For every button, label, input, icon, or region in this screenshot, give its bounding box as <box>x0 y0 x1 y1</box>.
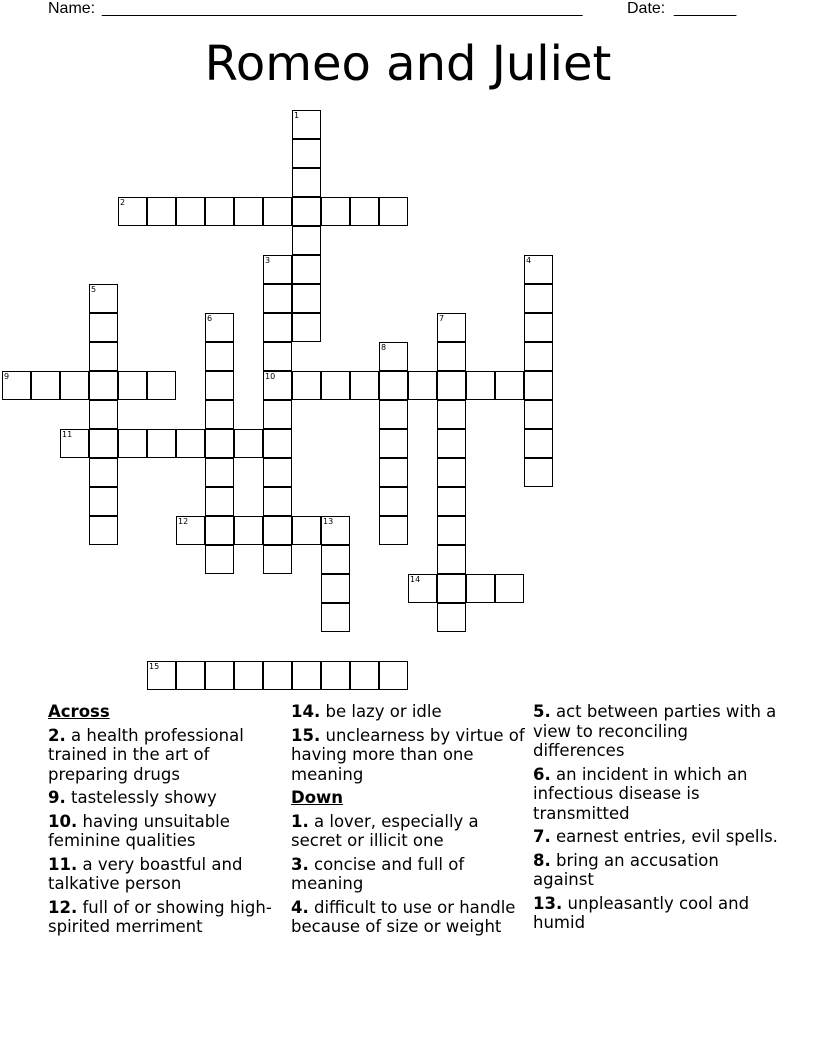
grid-cell[interactable] <box>263 342 292 371</box>
grid-cell[interactable] <box>118 197 147 226</box>
grid-cell[interactable] <box>466 574 495 603</box>
grid-cell[interactable] <box>495 574 524 603</box>
grid-cell[interactable] <box>379 458 408 487</box>
grid-cell[interactable] <box>408 371 437 400</box>
cell-number: 6 <box>207 314 213 323</box>
clue-text: full of or showing high-spirited merriment <box>48 897 272 936</box>
grid-cell[interactable] <box>263 458 292 487</box>
grid-cell[interactable] <box>524 313 553 342</box>
grid-cell[interactable] <box>205 516 234 545</box>
down-clue-7 <box>533 827 778 847</box>
across-clue-11 <box>48 855 278 894</box>
across-clue-2 <box>48 726 278 785</box>
clue-number: 15. <box>291 725 321 745</box>
grid-cell[interactable] <box>379 197 408 226</box>
grid-cell[interactable] <box>89 429 118 458</box>
grid-cell[interactable] <box>495 371 524 400</box>
grid-cell[interactable] <box>379 371 408 400</box>
grid-cell[interactable] <box>292 139 321 168</box>
clue-number: 8. <box>533 850 551 870</box>
clue-text: unpleasantly cool and humid <box>533 893 750 932</box>
clue-number: 1. <box>291 811 309 831</box>
across-heading: Across <box>48 702 110 721</box>
cell-number: 11 <box>62 430 73 439</box>
grid-cell[interactable] <box>263 429 292 458</box>
across-clue-15 <box>291 726 526 785</box>
grid-cell[interactable] <box>321 603 350 632</box>
grid-cell[interactable] <box>379 516 408 545</box>
puzzle-title: Romeo and Juliet <box>204 36 612 92</box>
down-clue-6 <box>533 765 778 824</box>
cell-number: 9 <box>4 372 10 381</box>
grid-cell[interactable] <box>263 255 292 284</box>
clue-text: unclearness by virtue of having more than one meaning <box>291 725 525 784</box>
grid-cell[interactable] <box>379 487 408 516</box>
grid-cell[interactable] <box>89 458 118 487</box>
clue-text: act between parties with a view to reconciling differences <box>533 702 777 760</box>
grid-cell[interactable] <box>524 458 553 487</box>
grid-cell[interactable] <box>263 545 292 574</box>
clue-text: a health professional trained in the art of preparing drugs <box>48 725 244 784</box>
grid-cell[interactable] <box>60 371 89 400</box>
grid-cell[interactable] <box>147 197 176 226</box>
grid-cell[interactable] <box>524 371 553 400</box>
cell-number: 13 <box>323 517 334 526</box>
clue-number: 13. <box>533 893 563 913</box>
grid-cell[interactable] <box>292 226 321 255</box>
clue-number: 5. <box>533 702 551 721</box>
grid-cell[interactable] <box>437 458 466 487</box>
clue-number: 6. <box>533 764 551 784</box>
grid-cell[interactable] <box>205 458 234 487</box>
clue-text: having unsuitable feminine qualities <box>48 811 230 850</box>
clue-text: a very boastful and talkative person <box>48 854 243 893</box>
grid-cell[interactable] <box>263 313 292 342</box>
grid-cell[interactable] <box>205 197 234 226</box>
grid-cell[interactable] <box>147 661 176 690</box>
grid-cell[interactable] <box>292 110 321 139</box>
cell-number: 14 <box>410 575 421 584</box>
down-clue-1 <box>291 812 526 851</box>
grid-cell[interactable] <box>234 661 263 690</box>
grid-cell[interactable] <box>292 255 321 284</box>
grid-cell[interactable] <box>437 603 466 632</box>
grid-cell[interactable] <box>176 516 205 545</box>
clue-column-1 <box>48 702 278 941</box>
grid-cell[interactable] <box>89 371 118 400</box>
grid-cell[interactable] <box>89 313 118 342</box>
cell-number: 5 <box>91 285 97 294</box>
name-label: Name: <box>48 0 96 17</box>
grid-cell[interactable] <box>205 545 234 574</box>
clue-text: an incident in which an infectious disease is transmitted <box>533 764 748 823</box>
clue-number: 9. <box>48 788 66 807</box>
grid-cell[interactable] <box>350 371 379 400</box>
grid-cell[interactable] <box>321 574 350 603</box>
clue-number: 3. <box>291 854 309 874</box>
clue-column-3 <box>533 702 778 937</box>
grid-cell[interactable] <box>292 313 321 342</box>
grid-cell[interactable] <box>437 342 466 371</box>
clue-text: be lazy or idle <box>325 702 442 721</box>
clue-number: 11. <box>48 854 78 874</box>
grid-cell[interactable] <box>292 516 321 545</box>
grid-cell[interactable] <box>379 342 408 371</box>
grid-cell[interactable] <box>263 284 292 313</box>
grid-cell[interactable] <box>292 197 321 226</box>
grid-cell[interactable] <box>263 197 292 226</box>
clue-text: earnest entries, evil spells. <box>556 827 778 846</box>
across-clue-10 <box>48 812 278 851</box>
grid-cell[interactable] <box>321 371 350 400</box>
grid-cell[interactable] <box>321 545 350 574</box>
grid-cell[interactable] <box>524 342 553 371</box>
grid-cell[interactable] <box>89 342 118 371</box>
cell-number: 12 <box>178 517 189 526</box>
grid-cell[interactable] <box>437 371 466 400</box>
grid-cell[interactable] <box>292 284 321 313</box>
down-clue-4 <box>291 898 526 937</box>
clue-text: a lover, especially a secret or illicit one <box>291 811 479 850</box>
down-clue-5 <box>533 702 778 761</box>
across-clue-12 <box>48 898 278 937</box>
across-clue-14 <box>291 702 526 722</box>
grid-cell[interactable] <box>437 429 466 458</box>
grid-cell[interactable] <box>263 487 292 516</box>
date-label: Date: <box>627 0 666 17</box>
grid-cell[interactable] <box>321 661 350 690</box>
grid-cell[interactable] <box>524 255 553 284</box>
grid-cell[interactable] <box>437 516 466 545</box>
grid-cell[interactable] <box>379 429 408 458</box>
cell-number: 3 <box>265 256 271 265</box>
clue-text: bring an accusation against <box>533 850 719 889</box>
grid-cell[interactable] <box>205 400 234 429</box>
grid-cell[interactable] <box>350 661 379 690</box>
grid-cell[interactable] <box>176 429 205 458</box>
grid-cell[interactable] <box>263 400 292 429</box>
grid-cell[interactable] <box>379 661 408 690</box>
grid-cell[interactable] <box>205 313 234 342</box>
cell-number: 8 <box>381 343 387 352</box>
clue-number: 7. <box>533 827 551 846</box>
grid-cell[interactable] <box>118 371 147 400</box>
clue-number: 2. <box>48 725 66 745</box>
grid-cell[interactable] <box>89 400 118 429</box>
grid-cell[interactable] <box>437 574 466 603</box>
cell-number: 10 <box>265 372 276 381</box>
grid-cell[interactable] <box>118 429 147 458</box>
down-clue-8 <box>533 851 778 890</box>
grid-cell[interactable] <box>176 661 205 690</box>
down-heading: Down <box>291 788 344 807</box>
grid-cell[interactable] <box>234 516 263 545</box>
grid-cell[interactable] <box>437 545 466 574</box>
grid-cell[interactable] <box>437 313 466 342</box>
grid-cell[interactable] <box>176 197 205 226</box>
cell-number: 15 <box>149 662 160 671</box>
grid-cell[interactable] <box>147 371 176 400</box>
grid-cell[interactable] <box>31 371 60 400</box>
grid-cell[interactable] <box>205 661 234 690</box>
down-clue-13 <box>533 894 778 933</box>
grid-cell[interactable] <box>234 429 263 458</box>
clue-number: 4. <box>291 897 309 917</box>
grid-cell[interactable] <box>205 371 234 400</box>
grid-cell[interactable] <box>437 400 466 429</box>
cell-number: 1 <box>294 111 300 120</box>
name-blank-line[interactable]: ______________________________________________________ <box>102 0 583 17</box>
cell-number: 7 <box>439 314 445 323</box>
clue-number: 10. <box>48 811 78 831</box>
grid-cell[interactable] <box>89 284 118 313</box>
clue-text: tastelessly showy <box>71 788 217 807</box>
grid-cell[interactable] <box>292 371 321 400</box>
grid-cell[interactable] <box>524 429 553 458</box>
grid-cell[interactable] <box>60 429 89 458</box>
clue-column-2 <box>291 702 526 941</box>
grid-cell[interactable] <box>2 371 31 400</box>
clue-text: concise and full of meaning <box>291 854 465 893</box>
date-blank-line[interactable]: _______ <box>674 0 737 17</box>
grid-cell[interactable] <box>321 197 350 226</box>
grid-cell[interactable] <box>234 197 263 226</box>
grid-cell[interactable] <box>89 516 118 545</box>
grid-cell[interactable] <box>379 400 408 429</box>
grid-cell[interactable] <box>466 371 495 400</box>
clue-number: 12. <box>48 897 78 917</box>
cell-number: 4 <box>526 256 532 265</box>
grid-cell[interactable] <box>263 516 292 545</box>
grid-cell[interactable] <box>263 661 292 690</box>
grid-cell[interactable] <box>524 284 553 313</box>
grid-cell[interactable] <box>408 574 437 603</box>
grid-cell[interactable] <box>147 429 176 458</box>
grid-cell[interactable] <box>205 342 234 371</box>
clue-number: 14. <box>291 702 321 721</box>
grid-cell[interactable] <box>350 197 379 226</box>
down-clue-3 <box>291 855 526 894</box>
grid-cell[interactable] <box>292 661 321 690</box>
clue-text: difficult to use or handle because of size or weight <box>291 897 516 936</box>
grid-cell[interactable] <box>89 487 118 516</box>
grid-cell[interactable] <box>292 168 321 197</box>
grid-cell[interactable] <box>524 400 553 429</box>
grid-cell[interactable] <box>437 487 466 516</box>
grid-cell[interactable] <box>205 487 234 516</box>
grid-cell[interactable] <box>205 429 234 458</box>
across-clue-9 <box>48 788 278 808</box>
grid-cell[interactable] <box>321 516 350 545</box>
cell-number: 2 <box>120 198 126 207</box>
grid-cell[interactable] <box>263 371 292 400</box>
